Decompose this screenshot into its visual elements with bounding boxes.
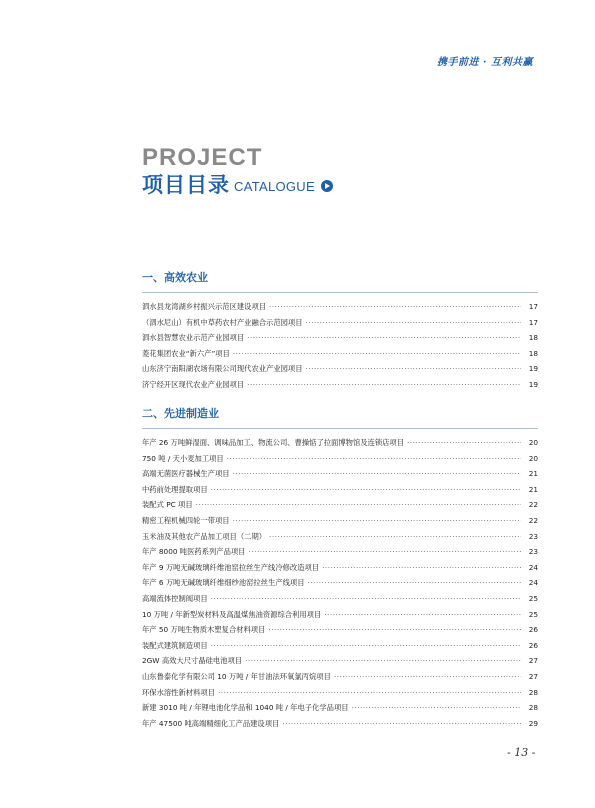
play-icon [321, 180, 333, 192]
toc-entry-page: 22 [528, 500, 538, 510]
toc-entry-title: 装配式 PC 项目 [142, 500, 193, 510]
toc-entry-page: 20 [528, 453, 538, 463]
toc-entry[interactable] [142, 560, 538, 576]
dot-leader [233, 466, 521, 482]
dot-leader [268, 622, 521, 638]
toc-entry-page: 17 [528, 317, 538, 327]
toc-entry[interactable] [142, 591, 538, 607]
title-english: PROJECT [142, 144, 263, 171]
toc-entry-page: 22 [528, 515, 538, 525]
dot-leader [248, 544, 521, 560]
toc-entry-page: 19 [528, 379, 538, 389]
toc-entry-title: 年产 6 万吨无碱玻璃纤维细纱池窑拉丝生产线项目 [142, 578, 305, 588]
toc-entry-page: 23 [528, 531, 538, 541]
toc-entry-page: 17 [528, 302, 538, 311]
toc-entry-page: 27 [528, 656, 538, 666]
toc-entry-page: 28 [528, 687, 538, 697]
section-divider [142, 428, 538, 429]
section-advanced-manufacturing [142, 406, 538, 731]
toc-entry-page: 25 [528, 593, 538, 603]
dot-leader [196, 497, 521, 513]
dot-leader [334, 669, 521, 685]
dot-leader [407, 435, 521, 451]
toc-entry-title: 10 万吨 / 年新型炭材料及高温煤焦油资源综合利用项目 [142, 609, 322, 619]
toc-entry[interactable] [142, 299, 538, 315]
toc-entry-page: 23 [528, 547, 538, 557]
toc-entry[interactable] [142, 669, 538, 685]
toc-entry-title: 装配式建筑制造项目 [142, 640, 208, 650]
toc-entry[interactable] [142, 330, 538, 346]
dot-leader [227, 451, 521, 467]
toc-entry-title: 年产 50 万吨生物质木塑复合材料项目 [142, 625, 266, 635]
toc-entry-title: 精密工程机械四轮一带项目 [142, 515, 230, 525]
toc-entry[interactable] [142, 622, 538, 638]
toc-entry[interactable] [142, 497, 538, 513]
title-catalogue: CATALOGUE [234, 178, 315, 194]
toc-entry[interactable] [142, 529, 538, 545]
toc-entry-title: 2GW 高效大尺寸晶硅电池项目 [142, 656, 243, 666]
section-efficient-agriculture [142, 270, 538, 393]
toc-entry-title: 山东鲁泰化学有限公司 10 万吨 / 年甘油法环氧氯丙烷项目 [142, 671, 331, 681]
toc-entry[interactable] [142, 575, 538, 591]
dot-leader [322, 560, 521, 576]
toc-list [142, 435, 538, 731]
toc-entry-title: （泗水尼山）有机中草药农村产业融合示范园项目 [142, 317, 303, 327]
dot-leader [211, 482, 521, 498]
toc-entry[interactable] [142, 685, 538, 701]
toc-entry-title: 济宁经开区现代农业产业园项目 [142, 379, 245, 389]
dot-leader [306, 315, 521, 331]
toc-entry-page: 25 [528, 609, 538, 619]
toc-entry-page: 26 [528, 625, 538, 635]
dot-leader [282, 716, 521, 732]
toc-entry-page: 29 [528, 718, 538, 728]
toc-entry-page: 18 [528, 348, 538, 358]
title-row [142, 171, 333, 197]
dot-leader [233, 346, 521, 362]
toc-entry-page: 21 [528, 469, 538, 479]
toc-entry-page: 19 [528, 364, 538, 374]
toc-entry[interactable] [142, 315, 538, 331]
toc-entry-page: 28 [528, 703, 538, 713]
toc-entry-title: 750 吨 / 天小麦加工项目 [142, 453, 224, 463]
toc-entry[interactable] [142, 544, 538, 560]
dot-leader [233, 513, 521, 529]
toc-entry-title: 年产 8000 吨医药系列产品项目 [142, 547, 246, 557]
dot-leader [269, 529, 521, 545]
toc-entry-title: 高端流体控制阀项目 [142, 593, 208, 603]
catalogue-title [142, 146, 333, 197]
toc-entry[interactable] [142, 377, 538, 393]
dot-leader [245, 653, 521, 669]
toc-entry[interactable] [142, 482, 538, 498]
dot-leader [247, 377, 521, 393]
toc-entry[interactable] [142, 435, 538, 451]
toc-list [142, 299, 538, 393]
section-heading: 二、先进制造业 [142, 407, 219, 420]
toc-entry-page: 26 [528, 640, 538, 650]
toc-entry[interactable] [142, 361, 538, 377]
toc-entry[interactable] [142, 653, 538, 669]
toc-entry-page: 20 [528, 438, 538, 447]
section-divider [142, 292, 538, 293]
dot-leader [324, 607, 521, 623]
toc-entry-title: 山东济宁南阳湖农场有限公司现代农业产业园项目 [142, 364, 303, 374]
toc-entry-title: 菱花集团农业“新六产”项目 [142, 348, 230, 358]
toc-entry-page: 24 [528, 578, 538, 588]
toc-entry-title: 泗水县智慧农业示范产业园项目 [142, 333, 245, 343]
toc-entry-title: 泗水县龙湾湖乡村振兴示范区建设项目 [142, 302, 267, 311]
toc-entry-title: 新建 3010 吨 / 年锂电池化学品和 1040 吨 / 年电子化学品项目 [142, 703, 349, 713]
toc-entry-page: 21 [528, 484, 538, 494]
toc-entry-title: 年产 9 万吨无碱玻璃纤维池窑拉丝生产线冷修改造项目 [142, 562, 320, 572]
header-slogan: 携手前进 · 互利共赢 [437, 57, 533, 68]
page-number: - 13 - [507, 746, 536, 759]
dot-leader [352, 700, 521, 716]
dot-leader [269, 299, 521, 315]
toc-entry-title: 中药前处理提取项目 [142, 484, 208, 494]
toc-entry-title: 年产 26 万吨鲜湿面、调味品加工、物流公司、曹操惦了拉面博物馆及连锁店项目 [142, 438, 405, 447]
toc-entry-page: 24 [528, 562, 538, 572]
toc-entry[interactable] [142, 346, 538, 362]
dot-leader [211, 591, 521, 607]
dot-leader [247, 330, 521, 346]
toc-entry[interactable] [142, 700, 538, 716]
toc-entry-title: 环保水溶性新材料项目 [142, 687, 215, 697]
toc-entry-title: 高端无菌医疗器械生产项目 [142, 469, 230, 479]
toc-entry[interactable] [142, 716, 538, 732]
toc-entry-page: 18 [528, 333, 538, 343]
toc-entry[interactable] [142, 607, 538, 623]
dot-leader [308, 575, 521, 591]
toc-entry-page: 27 [528, 671, 538, 681]
dot-leader [306, 361, 521, 377]
title-chinese: 项目目录 [142, 173, 230, 197]
dot-leader [211, 638, 521, 654]
dot-leader [218, 685, 521, 701]
toc-entry-title: 玉米油及其他农产品加工项目（二期） [142, 531, 267, 541]
toc-entry[interactable] [142, 466, 538, 482]
toc-entry[interactable] [142, 638, 538, 654]
toc-entry[interactable] [142, 451, 538, 467]
section-heading: 一、高效农业 [142, 271, 208, 284]
toc-entry[interactable] [142, 513, 538, 529]
toc-entry-title: 年产 47500 吨高端精细化工产品建设项目 [142, 718, 280, 728]
